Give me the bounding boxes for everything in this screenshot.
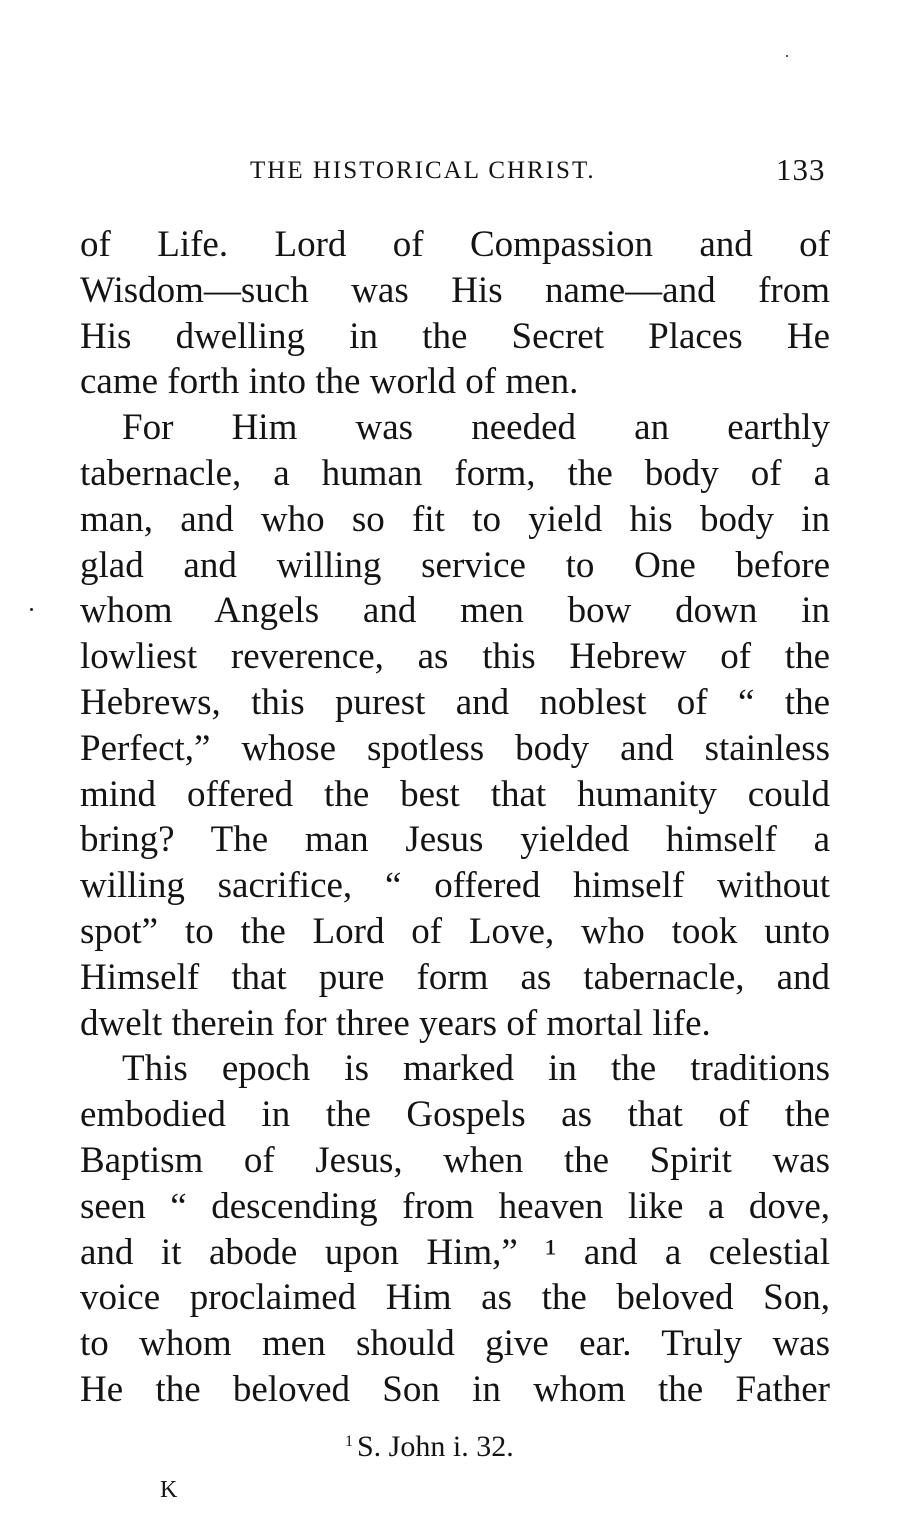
text-line: bring? The man Jesus yielded himself a xyxy=(80,819,830,861)
text-line: Himself that pure form as tabernacle, and xyxy=(80,956,830,998)
text-line: seen “ descending from heaven like a dove, xyxy=(80,1185,830,1227)
text-line: He the beloved Son in whom the Father xyxy=(80,1368,830,1410)
text-line: willing sacrifice, “ offered himself without xyxy=(80,865,830,907)
text-line: voice proclaimed Him as the beloved Son, xyxy=(80,1277,830,1319)
text-line: of Life. Lord of Compassion and of xyxy=(80,224,830,265)
running-head: THE HISTORICAL CHRIST. xyxy=(250,157,596,184)
paragraph-first-line: This epoch is marked in the traditions xyxy=(122,1048,830,1090)
text-line: and it abode upon Him,” ¹ and a celestial xyxy=(80,1231,830,1273)
text-line: spot” to the Lord of Love, who took unto xyxy=(80,910,830,952)
text-line: His dwelling in the Secret Places He xyxy=(80,315,830,357)
scan-speck xyxy=(786,55,788,57)
text-line: whom Angels and men bow down in xyxy=(80,590,830,632)
footnote-text: S. John i. 32. xyxy=(357,1430,514,1463)
text-line: lowliest reverence, as this Hebrew of the xyxy=(80,636,830,678)
text-line: dwelt therein for three years of mortal life. xyxy=(80,1002,711,1044)
text-line: Hebrews, this purest and noblest of “ the xyxy=(80,681,830,723)
text-line: tabernacle, a human form, the body of a xyxy=(80,452,830,494)
text-line: to whom men should give ear. Truly was xyxy=(80,1323,830,1365)
signature-mark: K xyxy=(160,1477,178,1503)
footnote-marker: 1 xyxy=(345,1433,353,1450)
text-line: mind offered the best that humanity could xyxy=(80,773,830,815)
text-line: Wisdom—such was His name—and from xyxy=(80,269,830,311)
text-line: glad and willing service to One before xyxy=(80,544,830,586)
footnote xyxy=(345,1432,514,1462)
body-text xyxy=(80,222,830,1413)
page-number: 133 xyxy=(776,152,826,187)
text-line: Perfect,” whose spotless body and stainless xyxy=(80,727,830,769)
scan-speck xyxy=(30,608,33,611)
text-line: embodied in the Gospels as that of the xyxy=(80,1094,830,1136)
text-line: came forth into the world of men. xyxy=(80,361,579,403)
text-line: Baptism of Jesus, when the Spirit was xyxy=(80,1139,830,1181)
paragraph-first-line: For Him was needed an earthly xyxy=(122,407,830,449)
text-line: man, and who so fit to yield his body in xyxy=(80,498,830,540)
